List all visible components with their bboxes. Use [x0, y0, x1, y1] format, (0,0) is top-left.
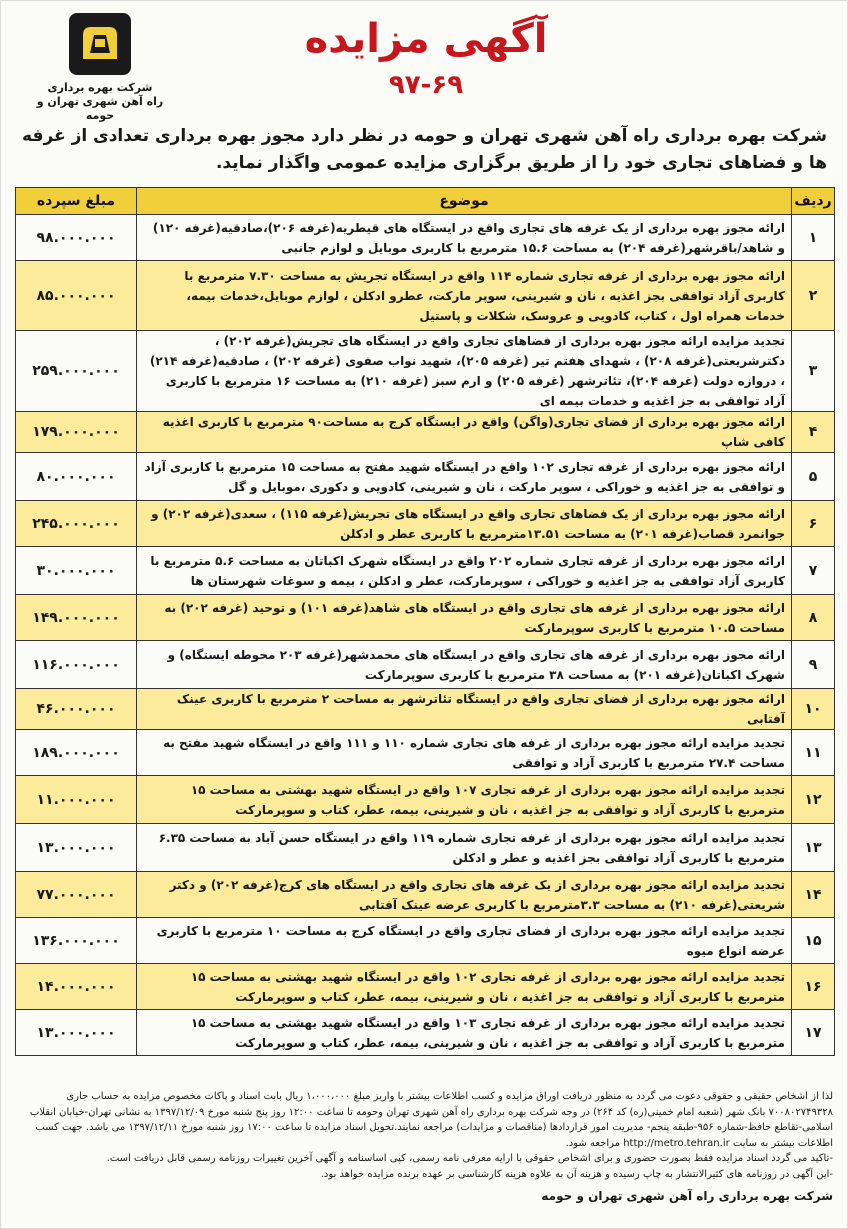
- row-subject: ارائه مجوز بهره برداری از یک غرفه های تجاری واقع در ایستگاه های قیطریه(غرفه ۲۰۶)،صادقیه(غرفه ۱۲۰) و شاهد/باقرشهر(غرفه ۲۰۴) به مساحت ۱۵.۶ مترمربع با کاربری موبایل و لوازم جانبی: [137, 215, 792, 261]
- row-number: ۵: [792, 453, 835, 501]
- row-deposit: ۸۰.۰۰۰.۰۰۰: [16, 453, 137, 501]
- table-header-row: [16, 188, 835, 215]
- row-deposit: ۲۵۹.۰۰۰.۰۰۰: [16, 331, 137, 412]
- row-number: ۶: [792, 501, 835, 547]
- row-number: ۷: [792, 547, 835, 595]
- row-deposit: ۷۷.۰۰۰.۰۰۰: [16, 872, 137, 918]
- row-deposit: ۴۶.۰۰۰.۰۰۰: [16, 689, 137, 730]
- table-row: [16, 872, 835, 918]
- row-deposit: ۱۳.۰۰۰.۰۰۰: [16, 1010, 137, 1056]
- table-row: [16, 215, 835, 261]
- table-row: [16, 261, 835, 331]
- table-row: [16, 331, 835, 412]
- row-subject: ارائه مجوز بهره برداری از غرفه های تجاری واقع در ایستگاه های شاهد(غرفه ۱۰۱) و توحید (غرفه ۲۰۲) به مساحت ۱۰.۵ مترمربع با کاربری سوپرمارکت: [137, 595, 792, 641]
- row-subject: ارائه مجوز بهره برداری از فضای تجاری واقع در ایستگاه تئاترشهر به مساحت ۲ مترمربع با کاربری عینک آفتابی: [137, 689, 792, 730]
- row-subject: تجدید مزایده ارائه مجوز بهره برداری از غرفه تجاری ۱۰۲ واقع در ایستگاه شهید بهشتی به مساحت ۱۵ مترمربع با کاربری آزاد و توافقی به جز اغذیه ، نان و شیرینی، بیمه، عطر، کتاب و سوپرمارکت: [137, 964, 792, 1010]
- row-deposit: ۱۱.۰۰۰.۰۰۰: [16, 776, 137, 824]
- row-deposit: ۲۴۵.۰۰۰.۰۰۰: [16, 501, 137, 547]
- row-subject: تجدید مزایده ارائه مجوز بهره برداری از غرفه تجاری ۱۰۷ واقع در ایستگاه شهید بهشتی به مساحت ۱۵ مترمربع با کاربری آزاد و توافقی به جز اغذیه ، نان و شیرینی، بیمه، عطر، کتاب و سوپرمارکت: [137, 776, 792, 824]
- metro-logo-icon: [69, 13, 131, 75]
- table-row: [16, 918, 835, 964]
- row-deposit: ۱۴.۰۰۰.۰۰۰: [16, 964, 137, 1010]
- row-deposit: ۸۵.۰۰۰.۰۰۰: [16, 261, 137, 331]
- title-block: [251, 9, 601, 101]
- table-row: [16, 824, 835, 872]
- row-number: ۱۶: [792, 964, 835, 1010]
- footer-paragraph: لذا از اشخاص حقیقی و حقوقی دعوت می گردد به منظور دریافت اوراق مزایده و کسب اطلاعات بیشتر با واریز مبلغ ۱،۰۰۰،۰۰۰ ریال بابت اسناد و پاکات مخصوص مزایده به حساب جاری ۷۰۰۸۰۲۷۴۹۳۲۸ بانک شهر (شعبه امام خمینی(ره) کد ۲۶۴) در وجه شرکت بهره برداری راه آهن شهری تهران وحومه تا ساعت ۱۲:۰۰ روز پنج شنبه مورخ ۱۳۹۷/۱۲/۰۹ به نشانی تهران-خیابان انقلاب اسلامی-تقاطع حافظ-شماره ۹۵۶-طبقه پنجم- مدیریت امور قراردادها (مناقصات و مزایدات) مراجعه نمایند.تحویل اسناد مزایده تا ساعت ۱۷:۰۰ روز شنبه مورخ ۱۳۹۷/۱۲/۱۱ می باشد. جهت کسب اطلاعات بیشتر به سایت http://metro.tehran.ir مراجعه شود.: [29, 1091, 833, 1149]
- row-number: ۱۴: [792, 872, 835, 918]
- notice-number: ۹۷-۶۹: [388, 70, 464, 100]
- row-deposit: ۱۷۹.۰۰۰.۰۰۰: [16, 412, 137, 453]
- row-subject: ارائه مجوز بهره برداری از غرفه تجاری شماره ۲۰۲ واقع در ایستگاه شهرک اکباتان به مساحت ۵.۶ مترمربع با کاربری آزاد توافقی به جز اغذیه و خوراکی ، سوپرمارکت، عطر و ادکلن ، بیمه و سوغات شهرستان ها: [137, 547, 792, 595]
- row-subject: تجدید مزایده ارائه مجوز بهره برداری از غرفه تجاری شماره ۱۱۹ واقع در ایستگاه حسن آباد به مساحت ۶.۳۵ مترمربع با کاربری آزاد توافقی بجز اغذیه و عطر و ادکلن: [137, 824, 792, 872]
- table-row: [16, 595, 835, 641]
- table-row: [16, 689, 835, 730]
- row-number: ۱۱: [792, 730, 835, 776]
- row-subject: تجدید مزایده ارائه مجوز بهره برداری از فضاهای تجاری واقع در ایستگاه های تجریش(غرفه ۲۰۲) ، دکترشریعتی(غرفه ۲۰۸) ، شهدای هفتم تیر (غرفه ۲۰۵)، شهید نواب صفوی (غرفه ۲۰۲) ، صادقیه(غرفه ۲۱۴) ، دروازه دولت (غرفه ۲۰۴)، تئاترشهر (غرفه ۲۰۵) و ارم سبز (غرفه ۲۱۰) به مساحت ۱۶ مترمربع با کاربری آزاد توافقی به جز اغذیه و خدمات بیمه ای: [137, 331, 792, 412]
- table-row: [16, 1010, 835, 1056]
- table-row: [16, 453, 835, 501]
- auction-table: [15, 187, 835, 1056]
- row-number: ۱۰: [792, 689, 835, 730]
- table-row: [16, 964, 835, 1010]
- row-deposit: ۱۱۶.۰۰۰.۰۰۰: [16, 641, 137, 689]
- header-row-number: ردیف: [792, 188, 835, 215]
- row-number: ۴: [792, 412, 835, 453]
- row-subject: تجدید مزایده ارائه مجوز بهره برداری از فضای تجاری واقع در ایستگاه کرج به مساحت ۱۰ مترمربع با کاربری عرضه انواع میوه: [137, 918, 792, 964]
- row-number: ۱۷: [792, 1010, 835, 1056]
- table-row: [16, 730, 835, 776]
- row-subject: تجدید مزایده ارائه مجوز بهره برداری از غرفه تجاری ۱۰۳ واقع در ایستگاه شهید بهشتی به مساحت ۱۵ مترمربع با کاربری آزاد و توافقی به جز اغذیه ، نان و شیرینی، بیمه، عطر، کتاب و سوپرمارکت: [137, 1010, 792, 1056]
- table-row: [16, 501, 835, 547]
- row-number: ۹: [792, 641, 835, 689]
- row-number: ۱۲: [792, 776, 835, 824]
- page-title: آگهی مزایده: [304, 16, 548, 62]
- footer-note: -تاکید می گردد اسناد مزایده فقط بصورت حضوری و برای اشخاص حقوقی با ارایه معرفی نامه رسمی، کپی اساسنامه و آگهی آخرین تغییرات روزنامه رسمی قابل دریافت است.: [106, 1153, 833, 1164]
- footer-notes: [13, 1089, 833, 1182]
- row-subject: ارائه مجوز بهره برداری از غرفه تجاری ۱۰۲ واقع در ایستگاه شهید مفتح به مساحت ۱۵ مترمربع با کاربری آزاد و توافقی به جز اغذیه و خوراکی ، سوپر مارکت ، نان و شیرینی، کادویی و دکوری ،موبایل و گل: [137, 453, 792, 501]
- row-number: ۸: [792, 595, 835, 641]
- row-deposit: ۱۸۹.۰۰۰.۰۰۰: [16, 730, 137, 776]
- row-deposit: ۹۸.۰۰۰.۰۰۰: [16, 215, 137, 261]
- row-deposit: ۱۳۶.۰۰۰.۰۰۰: [16, 918, 137, 964]
- row-subject: ارائه مجوز بهره برداری از یک فضاهای تجاری واقع در ایستگاه های تجریش(غرفه ۱۱۵) ، سعدی(غرفه ۲۰۲) و جوانمرد قصاب(غرفه ۲۰۱) به مساحت ۱۳.۵۱مترمربع با کاربری عطر و ادکلن: [137, 501, 792, 547]
- header-deposit: مبلغ سپرده: [16, 188, 137, 215]
- signature: شرکت بهره برداری راه آهن شهری تهران و حومه: [541, 1189, 833, 1203]
- row-subject: ارائه مجوز بهره برداری از غرفه های تجاری واقع در ایستگاه های محمدشهر(غرفه ۲۰۳ محوطه ایستگاه) و شهرک اکباتان(غرفه ۲۰۱) به مساحت ۳۸ مترمربع با کاربری سوپرمارکت: [137, 641, 792, 689]
- footer-note: -این آگهی در روزنامه های کثیرالانتشار به چاپ رسیده و هزینه آن به علاوه هزینه کارشناسی بر عهده برنده مزایده خواهد بود.: [320, 1168, 833, 1180]
- row-subject: تجدید مزایده ارائه مجوز بهره برداری از یک غرفه های تجاری واقع در ایستگاه های کرج(غرفه ۲۰۲) و دکتر شریعتی(غرفه ۲۱۰) به مساحت ۳.۳مترمربع با کاربری عرضه عینک آفتابی: [137, 872, 792, 918]
- table-row: [16, 776, 835, 824]
- intro-paragraph: شرکت بهره برداری راه آهن شهری تهران و حومه در نظر دارد مجوز بهره برداری تعدادی از غرفه ها و فضاهای تجاری خود را از طریق برگزاری مزایده عمومی واگذار نماید.: [22, 126, 827, 173]
- row-deposit: ۳۰.۰۰۰.۰۰۰: [16, 547, 137, 595]
- row-deposit: ۱۴۹.۰۰۰.۰۰۰: [16, 595, 137, 641]
- table-row: [16, 641, 835, 689]
- row-number: ۲: [792, 261, 835, 331]
- row-deposit: ۱۳.۰۰۰.۰۰۰: [16, 824, 137, 872]
- header-subject: موضوع: [137, 188, 792, 215]
- row-number: ۱۳: [792, 824, 835, 872]
- table-row: [16, 547, 835, 595]
- row-number: ۱۵: [792, 918, 835, 964]
- org-name: شرکت بهره برداری راه آهن شهری تهران و حومه: [36, 81, 164, 122]
- row-subject: ارائه مجوز بهره برداری از فضای تجاری(واگن) واقع در ایستگاه کرج به مساحت۹۰ مترمربع با کاربری اغذیه کافی شاپ: [137, 412, 792, 453]
- table-row: [16, 412, 835, 453]
- row-number: ۳: [792, 331, 835, 412]
- row-number: ۱: [792, 215, 835, 261]
- org-logo-block: [25, 13, 175, 123]
- row-subject: تجدید مزایده ارائه مجوز بهره برداری از غرفه های تجاری شماره ۱۱۰ و ۱۱۱ واقع در ایستگاه شهید مفتح به مساحت ۲۷.۴ مترمربع با کاربری آزاد و توافقی: [137, 730, 792, 776]
- row-subject: ارائه مجوز بهره برداری از غرفه تجاری شماره ۱۱۴ واقع در ایستگاه تجریش به مساحت ۷.۳۰ مترمربع با کاربری آزاد توافقی بجز اغذیه ، نان و شیرینی، سوپر مارکت، عطرو ادکلن ، لوازم موبایل،خدمات بیمه، خدمات همراه اول ، کتاب، کادویی و عروسک، شکلات و پاستیل: [137, 261, 792, 331]
